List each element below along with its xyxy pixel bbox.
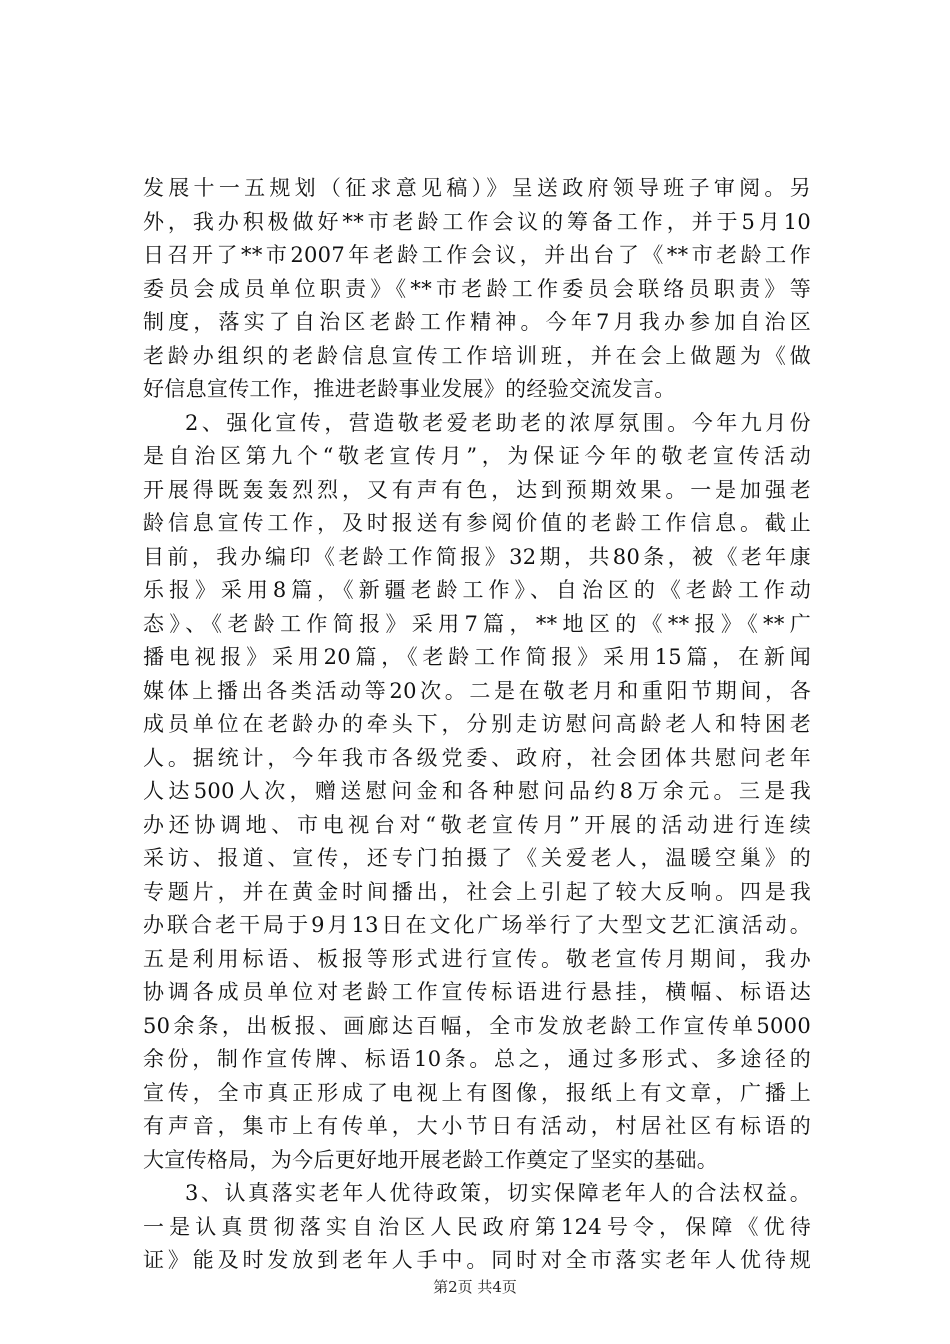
- text-line: 委员会成员单位职责》《**市老龄工作委员会联络员职责》等: [143, 276, 811, 301]
- text-line: 成员单位在老龄办的牵头下，分别走访慰问高龄老人和特困老: [143, 712, 811, 736]
- text-line: 态》、《老龄工作简报》采用7篇，**地区的《**报》《**广: [143, 611, 811, 636]
- text-line: 协调各成员单位对老龄工作宣传标语进行悬挂，横幅、标语达: [143, 980, 811, 1004]
- text-line: 一是认真贯彻落实自治区人民政府第124号令，保障《优待: [143, 1214, 811, 1239]
- text-line: 日召开了**市2007年老龄工作会议，并出台了《**市老龄工作: [143, 243, 811, 267]
- page-number-footer: 第2页 共4页: [433, 1278, 517, 1296]
- paragraph-start-line: 3、认真落实老年人优待政策，切实保障老年人的合法权益。: [185, 1181, 811, 1205]
- document-body: [143, 172, 811, 1278]
- text-line: 办还协调地、市电视台对“敬老宣传月”开展的活动进行连续: [143, 812, 811, 837]
- text-line: 办联合老干局于9月13日在文化广场举行了大型文艺汇演活动。: [143, 913, 811, 937]
- text-line: 有声音，集市上有传单，大小节日有活动，村居社区有标语的: [143, 1114, 811, 1138]
- text-line: 宣传，全市真正形成了电视上有图像，报纸上有文章，广播上: [143, 1080, 811, 1105]
- text-line: 采访、报道、宣传，还专门拍摄了《关爱老人，温暖空巢》的: [143, 846, 811, 870]
- text-line: 五是利用标语、板报等形式进行宣传。敬老宣传月期间，我办: [143, 946, 811, 971]
- text-line: 人。据统计，今年我市各级党委、政府，社会团体共慰问老年: [143, 745, 811, 770]
- text-line: 好信息宣传工作，推进老龄事业发展》的经验交流发言。: [143, 377, 676, 401]
- paragraph-start-line: 2、强化宣传，营造敬老爱老助老的浓厚氛围。今年九月份: [185, 410, 811, 435]
- text-line: 媒体上播出各类活动等20次。二是在敬老月和重阳节期间，各: [143, 678, 811, 703]
- text-line: 播电视报》采用20篇，《老龄工作简报》采用15篇，在新闻: [143, 645, 811, 669]
- text-line: 专题片，并在黄金时间播出，社会上引起了较大反响。四是我: [143, 879, 811, 904]
- text-line: 50余条，出板报、画廊达百幅，全市发放老龄工作宣传单5000: [143, 1013, 811, 1038]
- text-line: 发展十一五规划（征求意见稿）》呈送政府领导班子审阅。另: [143, 176, 811, 200]
- text-line: 余份，制作宣传牌、标语10条。总之，通过多形式、多途径的: [143, 1047, 811, 1071]
- text-line: 乐报》采用8篇，《新疆老龄工作》、自治区的《老龄工作动: [143, 578, 811, 602]
- text-line: 老龄办组织的老龄信息宣传工作培训班，并在会上做题为《做: [143, 343, 811, 368]
- text-line: 目前，我办编印《老龄工作简报》32期，共80条，被《老年康: [143, 544, 811, 569]
- text-line: 开展得既轰轰烈烈，又有声有色，达到预期效果。一是加强老: [143, 477, 811, 502]
- text-line: 制度，落实了自治区老龄工作精神。今年7月我办参加自治区: [143, 310, 811, 334]
- text-line: 是自治区第九个“敬老宣传月”，为保证今年的敬老宣传活动: [143, 444, 811, 468]
- text-line: 证》能及时发放到老年人手中。同时对全市落实老年人优待规: [143, 1248, 811, 1272]
- text-line: 大宣传格局，为今后更好地开展老龄工作奠定了坚实的基础。: [143, 1147, 719, 1172]
- text-line: 外，我办积极做好**市老龄工作会议的筹备工作，并于5月10: [143, 209, 811, 234]
- text-line: 龄信息宣传工作，及时报送有参阅价值的老龄工作信息。截止: [143, 511, 811, 535]
- text-line: 人达500人次，赠送慰问金和各种慰问品约8万余元。三是我: [143, 779, 811, 803]
